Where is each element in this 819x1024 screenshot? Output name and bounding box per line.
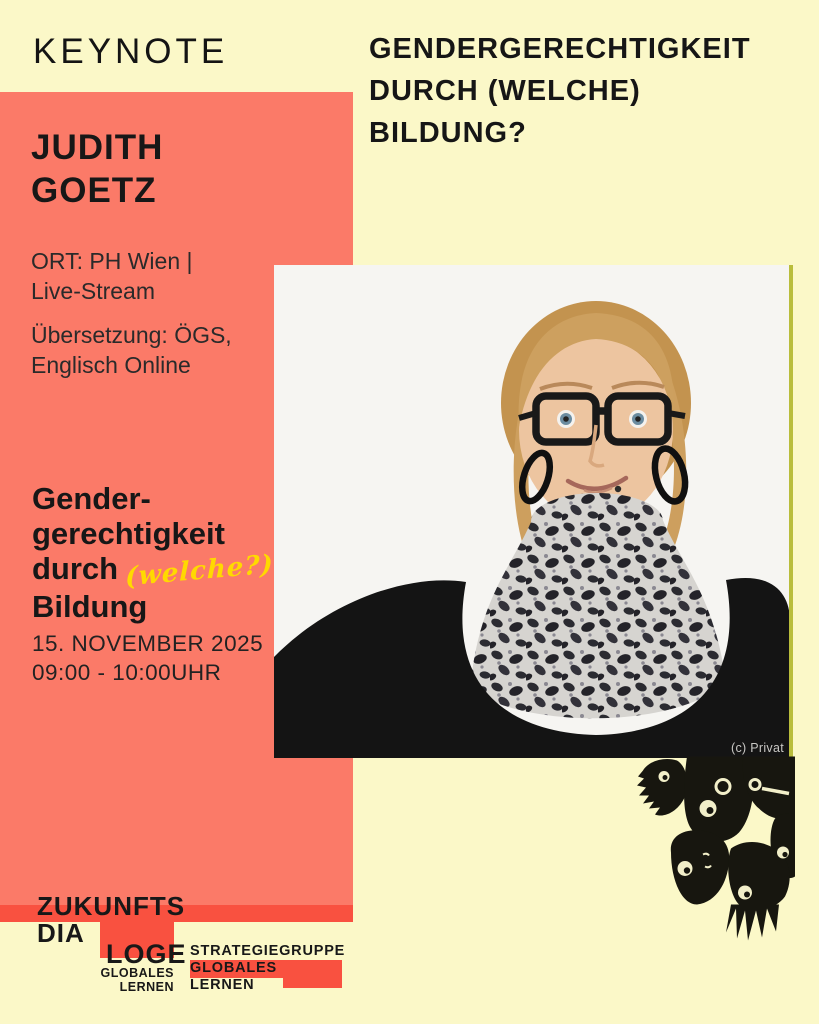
keynote-label: KEYNOTE <box>33 32 229 71</box>
event-date: 15. NOVEMBER 2025 <box>32 631 264 656</box>
talk-title-script-annotation: (welche?) <box>125 549 275 593</box>
photo-credit: (c) Privat <box>731 741 784 755</box>
logo-word-dia: DIA <box>37 918 85 948</box>
translation-info <box>31 320 232 380</box>
logo-sub-globales: GLOBALES <box>100 966 174 980</box>
lip-piercing <box>615 486 621 492</box>
logo-word-zukunfts: ZUKUNFTS <box>37 891 186 921</box>
event-location-line-2: Live-Stream <box>31 278 155 304</box>
talk-title-line-1: Gender- <box>32 481 151 516</box>
translation-info-line-1: Übersetzung: ÖGS, <box>31 322 232 348</box>
event-location-line-1: ORT: PH Wien | <box>31 248 193 274</box>
page-title-line-2: DURCH (WELCHE) <box>369 75 641 107</box>
event-datetime <box>32 629 263 687</box>
fish-illustration <box>635 756 795 942</box>
event-location <box>31 246 192 306</box>
portrait-illustration <box>274 265 790 758</box>
translation-info-line-2: Englisch Online <box>31 352 191 378</box>
logo-sub-lernen: LERNEN <box>119 980 174 994</box>
talk-title <box>32 481 274 624</box>
group-line-lernen: LERNEN <box>190 977 255 993</box>
page-title-line-3: BILDUNG? <box>369 117 527 149</box>
talk-title-line-2: gerechtigkeit <box>32 516 225 551</box>
talk-title-line-3 <box>32 549 275 593</box>
page-title-line-1: GENDERGERECHTIGKEIT <box>369 33 751 65</box>
speaker-name <box>31 126 163 212</box>
page-title <box>369 28 817 154</box>
speaker-photo <box>274 265 790 758</box>
group-red-rect-step <box>283 960 342 988</box>
lime-accent-strip <box>789 265 793 773</box>
speaker-name-line-2: GOETZ <box>31 171 157 210</box>
group-line-globales: GLOBALES <box>190 960 277 976</box>
event-time: 09:00 - 10:00UHR <box>32 660 222 685</box>
group-line-strategiegruppe: STRATEGIEGRUPPE <box>190 943 346 959</box>
logo-word-loge: LOGE <box>106 939 187 969</box>
talk-title-line-3-black: durch <box>32 551 119 586</box>
talk-title-line-4: Bildung <box>32 589 148 624</box>
speaker-name-line-1: JUDITH <box>31 128 164 167</box>
